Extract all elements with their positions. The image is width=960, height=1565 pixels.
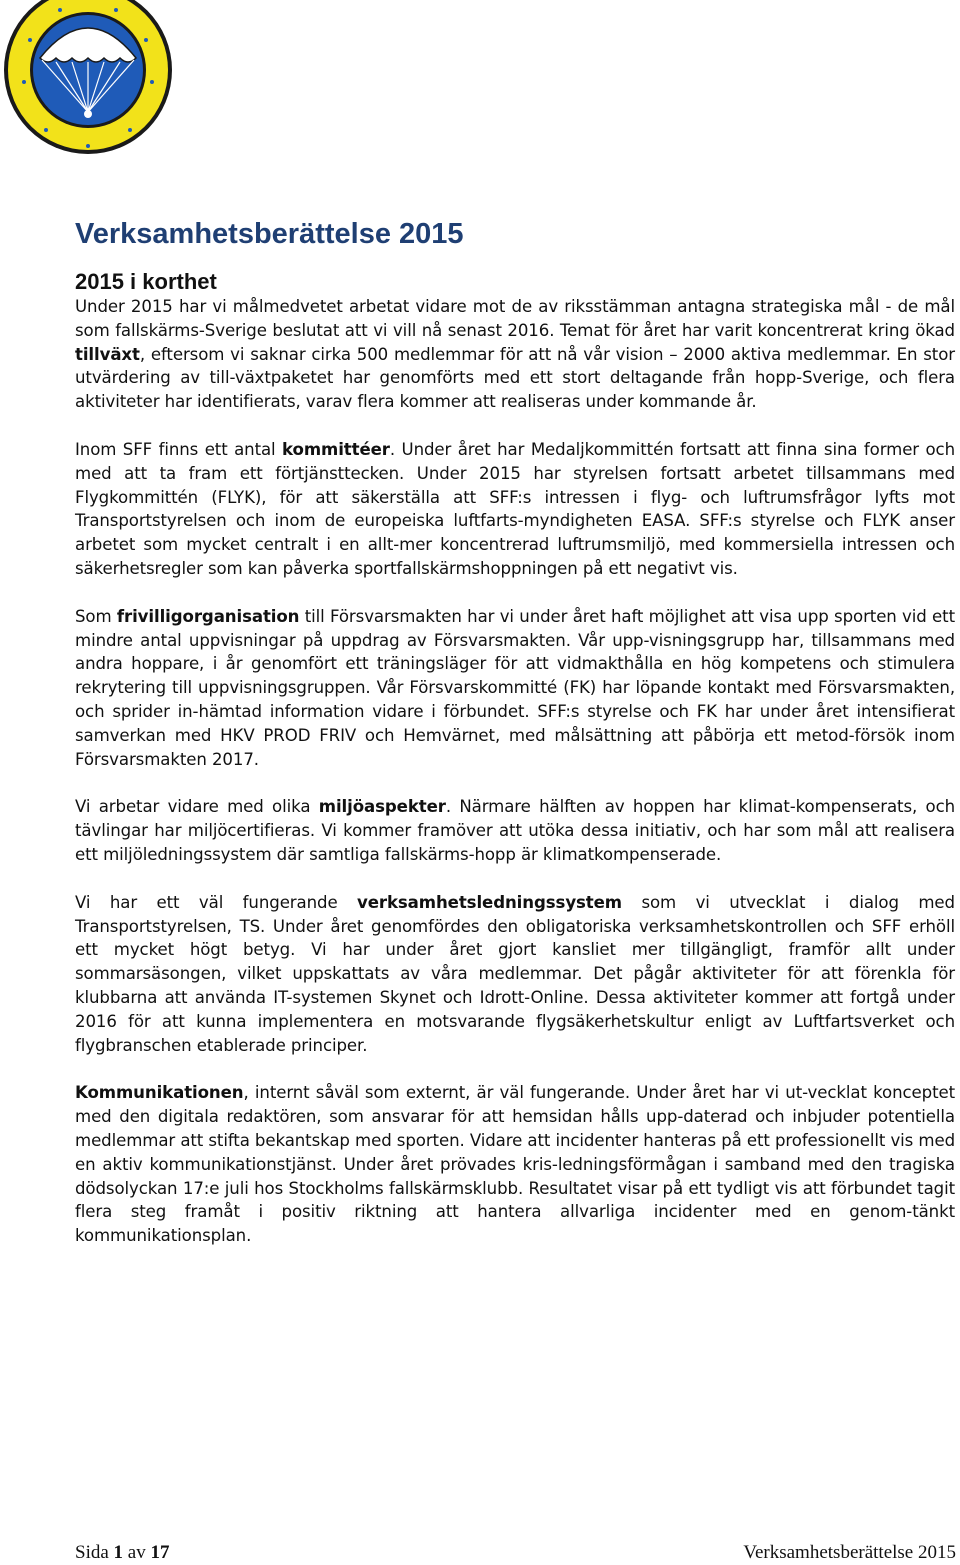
association-logo: [0, 0, 172, 156]
page-total: 17: [150, 1542, 170, 1563]
text-run: , internt såväl som externt, är väl fungerande. Under året har vi ut-vecklat konceptet med den digitala redaktören, som ansvarar för att hemsidan hålls upp-daterad och inbjuder potentiella medlemmar att stifta bekantskap med sporten. Vidare att incidenter hanteras på ett professionellt vis med en aktiv kommunikationstjänst. Under året prövades kris-ledningsförmågan i samband med den tragiska dödsolyckan 17:e juli hos Stockholms fallskärmsklubb. Resultatet visar på ett tydligt vis att förbundet tagit flera steg framåt i positiv riktning att hantera allvarliga incidenter med en genom-tänkt kommunikationsplan.: [75, 1083, 956, 1246]
bold-keyword: frivilligorganisation: [116, 606, 300, 626]
text-run: , eftersom vi saknar cirka 500 medlemmar för att nå vår vision – 2000 aktiva medlemmar. En stor utvärdering av till-växtpaketet har genomförts med ett stort deltagande från hopp-Sverige, och flera aktiviteter har identifierats, varav flera kommer att realiseras under kommande år.: [75, 344, 955, 412]
text-run: Vi arbetar vidare med olika: [75, 797, 319, 817]
page-number: 1: [113, 1542, 124, 1563]
paragraph: [75, 438, 955, 581]
text-run: . Under året har Medaljkommittén fortsatt att finna sina former och med att ta fram ett förtjänsttecken. Under 2015 har styrelsen fortsatt arbetet tillsammans med Flygkommittén (FLYK), för att säkerställa att SFF:s intressen i flyg- och luftrumsfrågor lyfts mot Transportstyrelsen och inom de europeiska luftfarts-myndigheten EASA. SFF:s styrelse och FLYK anser arbetet som mycket centralt i en allt-mer koncentrerad luftrumsmiljö, med kommersiella intressen och säkerhetsregler som kan påverka sportfallskärmshoppningen på ett negativt vis.: [75, 439, 955, 578]
paragraph: [75, 605, 955, 772]
footer-doc-name: Verksamhetsberättelse 2015: [743, 1542, 956, 1563]
text-run: som vi utvecklat i dialog med Transportstyrelsen, TS. Under året genomfördes den obligatoriska verksamhetskontrollen och SFF erhöll ett mycket högt betyg. Vi har under året gjort kansliet mer tillgängligt, framför allt under sommarsäsongen, vilket uppskattats av våra medlemmar. Det pågår aktiviteter för att förenkla för klubbarna att använda IT-systemen Skynet och Idrott-Online. Dessa aktiviteter kommer att fortgå under 2016 för att kunna implementera en motsvarande flygsäkerhetskultur enligt av Luftfartsverket och flygbranschen etablerade principer.: [75, 892, 955, 1055]
text-run: Som: [75, 606, 117, 626]
paragraph: [75, 891, 955, 1058]
bold-keyword: miljöaspekter: [318, 797, 446, 817]
bold-keyword: tillväxt: [75, 344, 140, 364]
page-prefix: Sida: [75, 1542, 109, 1563]
text-run: Inom SFF finns ett antal: [75, 439, 283, 459]
bold-keyword: verksamhetsledningssystem: [357, 892, 622, 912]
document-body: [75, 212, 955, 1272]
text-run: Under 2015 har vi målmedvetet arbetat vidare mot de av riksstämman antagna strategiska mål - de mål som fallskärms-Sverige beslutat att vi vill nå senast 2016. Temat för året har varit koncentrerat kring ökad: [75, 297, 955, 340]
seal-icon: [4, 0, 172, 154]
section-title: 2015 i korthet: [75, 269, 217, 294]
page-counter: [75, 1541, 169, 1565]
text-run: till Försvarsmakten har vi under året haft möjlighet att visa upp sporten vid ett mindre antal uppvisningar på uppdrag av Försvarsmakten. Vår upp-visningsgrupp har, tillsammans med andra hoppare, i år genomfört ett träningsläger för att vidmakthålla en hög kompetens och stimulera rekrytering till uppvisningsgruppen. Vår Försvarskommitté (FK) har löpande kontakt med Försvarsmakten, och sprider in-hämtad information vidare i förbundet. SFF:s styrelse och FK har under året intensifierat samverkan med HKV PROD FRIV och Hemvärnet, med målsättning att påbörja ett metod-försök inom Försvarsmakten 2017.: [75, 606, 955, 769]
text-run: . Närmare hälften av hoppen har klimat-kompenserats, och tävlingar har miljöcertifieras. Vi kommer framöver att utöka dessa initiativ, och har som mål att realisera ett miljöledningssystem där samtliga fallskärms-hopp är klimatkompenserade.: [75, 797, 956, 864]
paragraph: [75, 295, 955, 414]
bold-keyword: kommittéer: [282, 439, 390, 459]
paragraph-list: [75, 295, 955, 1248]
page-of: av: [127, 1542, 146, 1563]
document-title: Verksamhetsberättelse 2015: [75, 218, 464, 250]
text-run: Vi har ett väl fungerande: [75, 892, 358, 912]
paragraph: [75, 1081, 955, 1248]
bold-keyword: Kommunikationen: [75, 1083, 244, 1103]
paragraph: [75, 795, 955, 866]
